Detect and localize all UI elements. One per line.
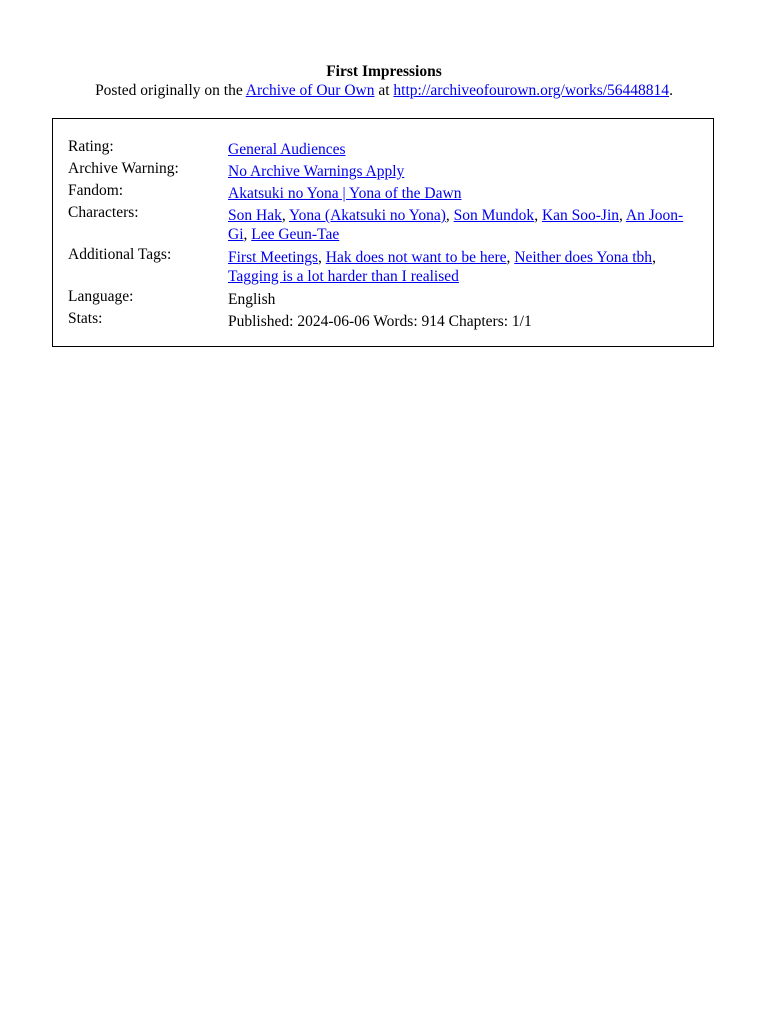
character-link[interactable]: Kan Soo-Jin [541,207,620,224]
language-label: Language: [68,288,134,305]
warning-value [228,162,690,181]
character-link[interactable]: Yona (Akatsuki no Yona) [289,207,446,224]
tag-separator: , [506,249,515,266]
posted-originally-line [0,81,768,100]
tag-link[interactable]: Tagging is a lot harder than I realised [228,268,459,285]
work-meta-box [52,118,714,347]
characters-list [228,206,690,244]
posted-suffix-text: . [669,82,673,99]
posted-prefix-text: Posted originally on the [95,82,246,99]
tag-separator: , [652,249,656,266]
stats-label: Stats: [68,310,103,327]
warning-link[interactable]: No Archive Warnings Apply [228,163,405,180]
tag-separator: , [318,249,326,266]
fandom-label: Fandom: [68,182,124,199]
work-title: First Impressions [326,63,442,80]
stats-value: Published: 2024-06-06 Words: 914 Chapters: 1/1 [228,313,532,330]
tag-link[interactable]: First Meetings [228,249,318,266]
character-link[interactable]: Lee Geun-Tae [251,226,340,243]
character-separator: , [281,207,290,224]
posted-middle-text: at [374,82,394,99]
character-separator: , [243,226,252,243]
fandom-value [228,184,690,203]
character-link[interactable]: Son Hak [228,207,282,224]
work-url-link[interactable]: http://archiveofourown.org/works/56448814 [393,82,670,99]
characters-label: Characters: [68,204,139,221]
warning-label: Archive Warning: [68,160,179,177]
additional-tags-list [228,248,690,286]
rating-link[interactable]: General Audiences [228,141,346,158]
additional-tags-label: Additional Tags: [68,246,172,263]
character-link[interactable]: An Joon-Gi [228,207,684,243]
rating-value [228,140,690,159]
fandom-link[interactable]: Akatsuki no Yona | Yona of the Dawn [228,185,462,202]
character-separator: , [445,207,454,224]
rating-label: Rating: [68,138,114,155]
archive-link[interactable]: Archive of Our Own [245,82,375,99]
character-separator: , [619,207,626,224]
character-link[interactable]: Son Mundok [453,207,535,224]
tag-link[interactable]: Hak does not want to be here [325,249,507,266]
language-value: English [228,291,276,308]
character-separator: , [534,207,542,224]
tag-link[interactable]: Neither does Yona tbh [514,249,653,266]
